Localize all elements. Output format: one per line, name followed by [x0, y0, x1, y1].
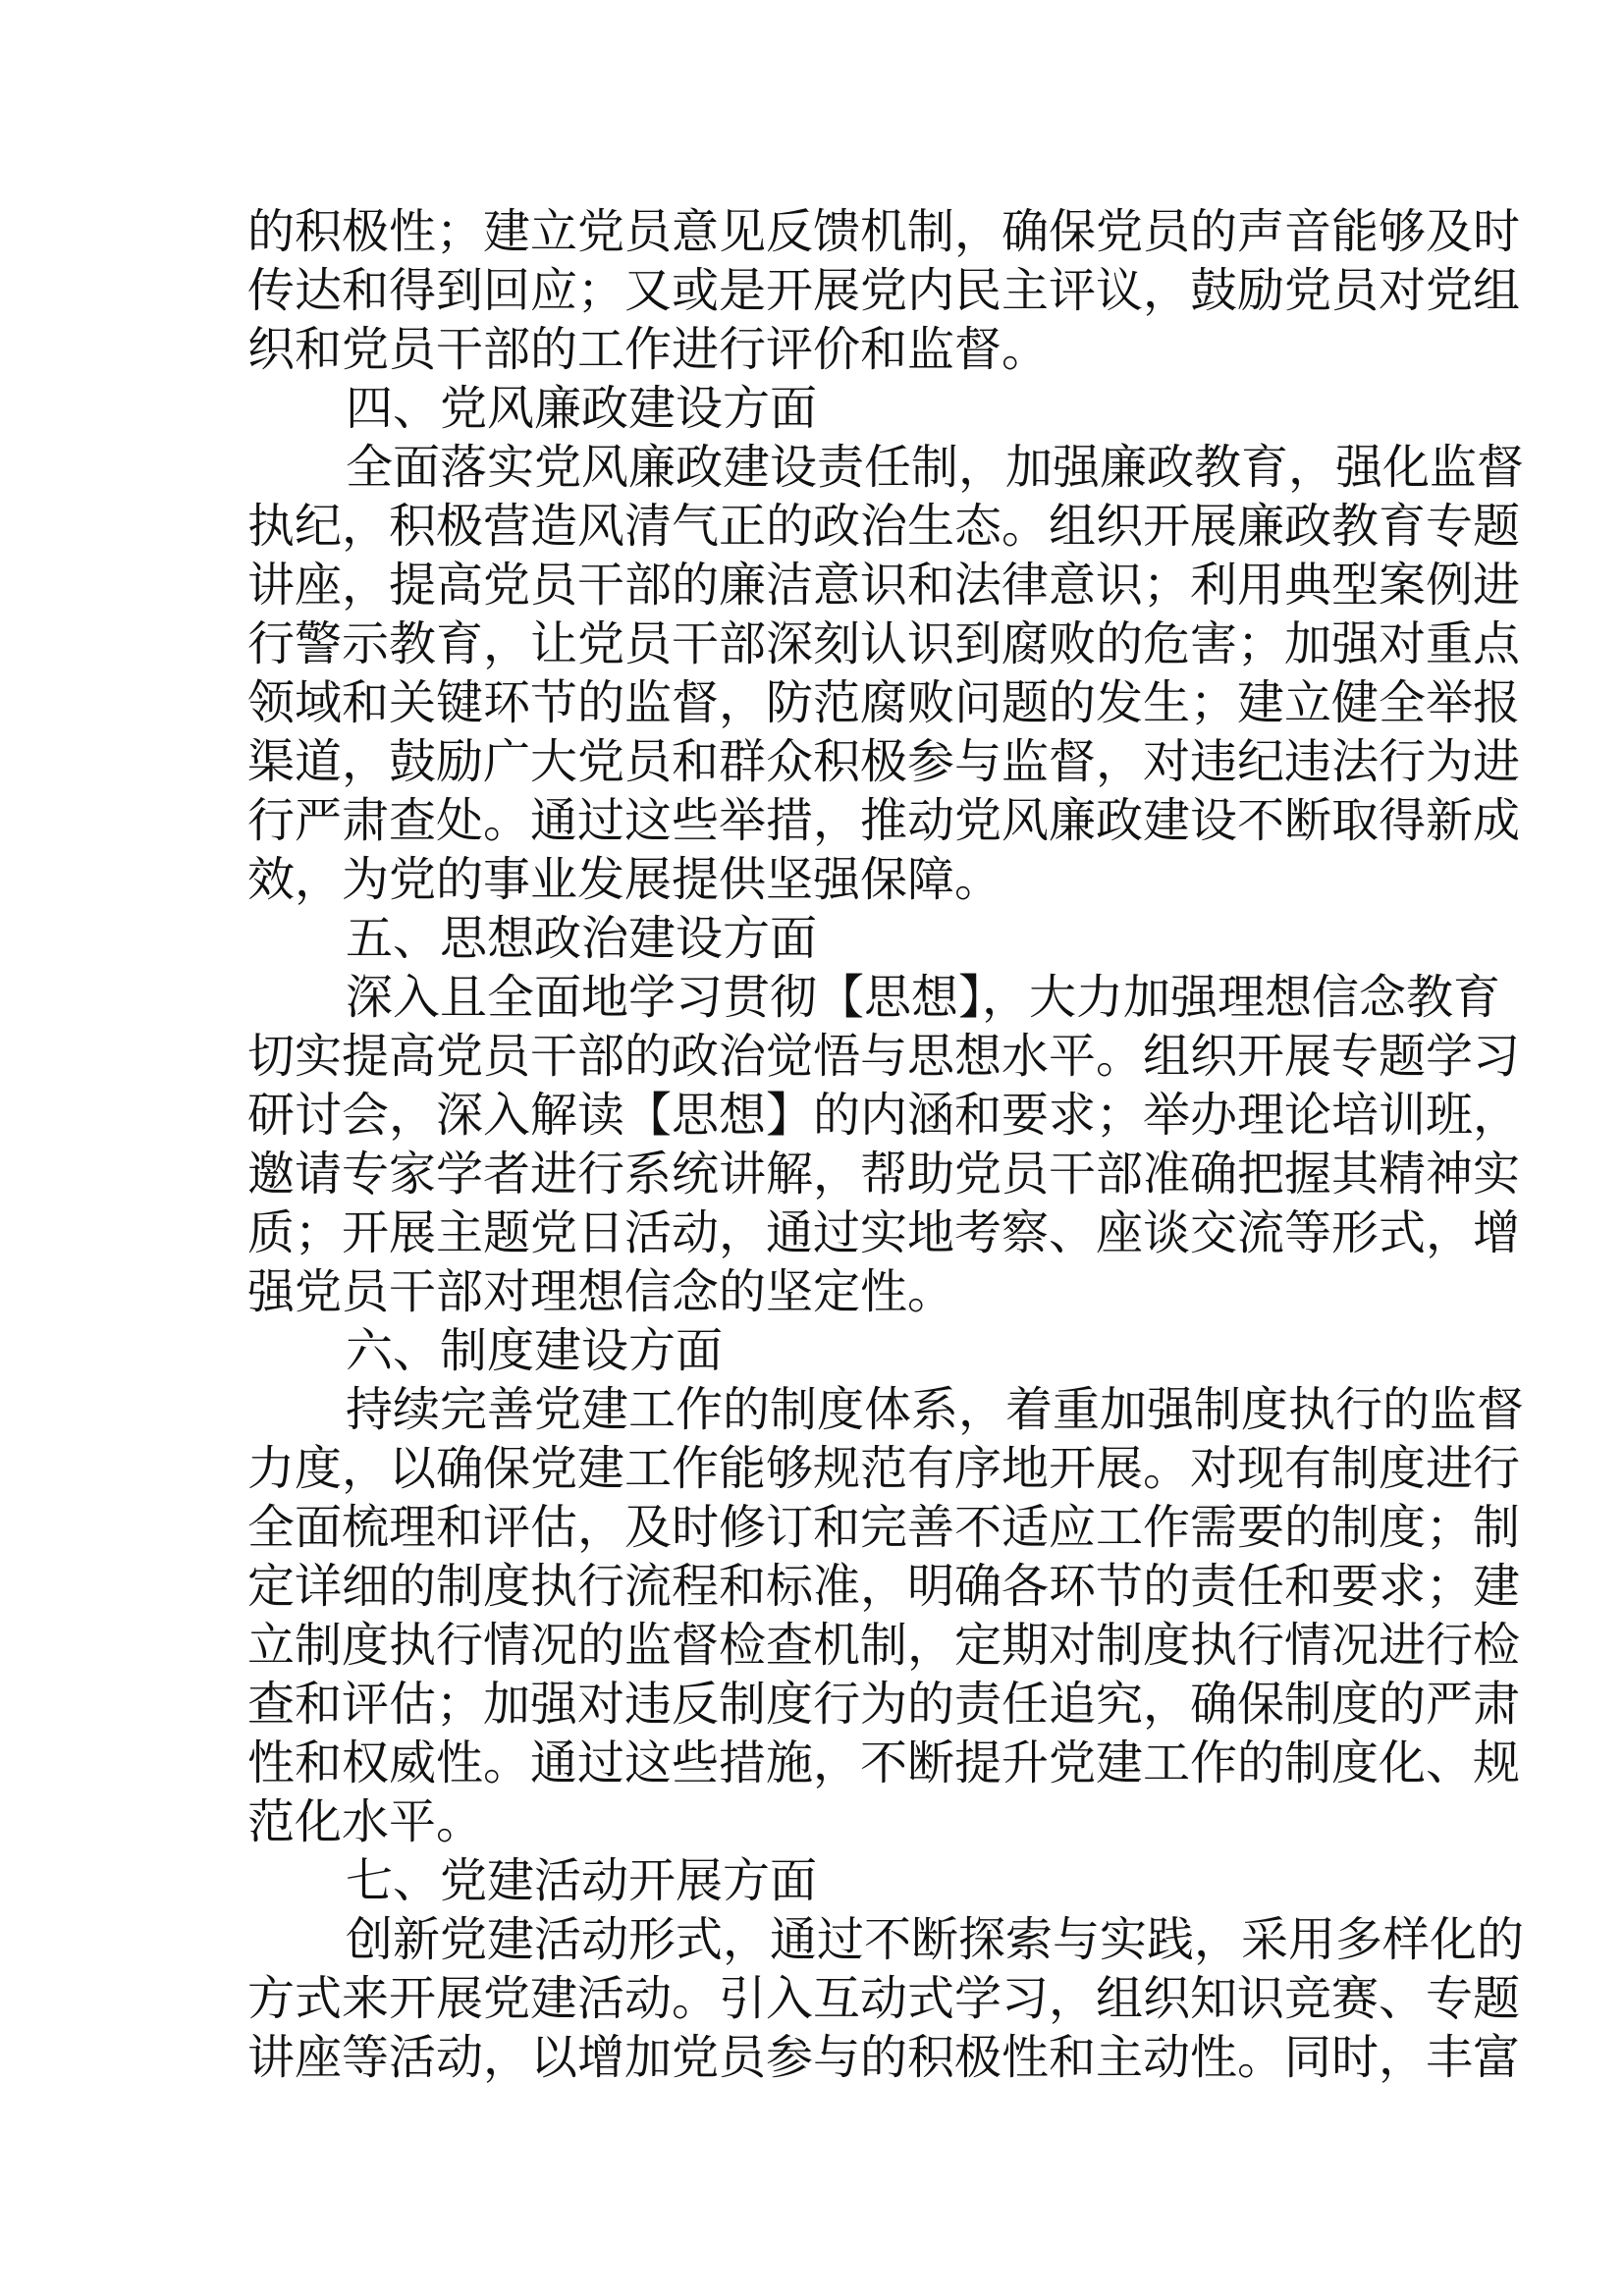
text-line: 执纪，积极营造风清气正的政治生态。组织开展廉政教育专题 — [247, 499, 1521, 554]
section-heading — [247, 379, 1386, 438]
paragraph — [247, 968, 1521, 1321]
text-line: 全面梳理和评估，及时修订和完善不适应工作需要的制度；制 — [247, 1500, 1521, 1555]
text-line: 六、制度建设方面 — [346, 1323, 724, 1378]
text-line: 查和评估；加强对违反制度行为的责任追究，确保制度的严肃 — [247, 1677, 1521, 1732]
paragraph — [247, 1380, 1525, 1851]
section-heading — [247, 909, 1386, 968]
section-heading — [247, 1321, 1386, 1380]
paragraph — [247, 438, 1525, 909]
text-line: 的积极性；建立党员意见反馈机制，确保党员的声音能够及时 — [247, 204, 1521, 259]
text-line: 织和党员干部的工作进行评价和监督。 — [247, 322, 1050, 377]
text-line: 全面落实党风廉政建设责任制，加强廉政教育，强化监督 — [346, 440, 1525, 495]
text-line: 立制度执行情况的监督检查机制，定期对制度执行情况进行检 — [247, 1618, 1521, 1673]
text-line: 定详细的制度执行流程和标准，明确各环节的责任和要求；建 — [247, 1559, 1521, 1614]
text-line: 领域和关键环节的监督，防范腐败问题的发生；建立健全举报 — [247, 675, 1521, 730]
text-line: 深入且全面地学习贯彻【思想】，大力加强理想信念教育 — [346, 970, 1501, 1025]
text-line: 五、思想政治建设方面 — [346, 911, 818, 966]
text-line: 切实提高党员干部的政治觉悟与思想水平。组织开展专题学习 — [247, 1029, 1521, 1084]
text-line: 力度，以确保党建工作能够规范有序地开展。对现有制度进行 — [247, 1441, 1521, 1496]
text-line: 性和权威性。通过这些措施，不断提升党建工作的制度化、规 — [247, 1735, 1521, 1790]
text-line: 传达和得到回应；又或是开展党内民主评议，鼓励党员对党组 — [247, 263, 1521, 318]
text-line: 质；开展主题党日活动，通过实地考察、座谈交流等形式，增 — [247, 1205, 1521, 1260]
text-line: 强党员干部对理想信念的坚定性。 — [247, 1264, 955, 1319]
text-line: 创新党建活动形式，通过不断探索与实践，采用多样化的 — [346, 1912, 1525, 1967]
text-line: 邀请专家学者进行系统讲解，帮助党员干部准确把握其精神实 — [247, 1147, 1521, 1201]
text-line: 行警示教育，让党员干部深刻认识到腐败的危害；加强对重点 — [247, 616, 1521, 671]
text-line: 方式来开展党建活动。引入互动式学习，组织知识竞赛、专题 — [247, 1971, 1521, 2026]
text-line: 讲座，提高党员干部的廉洁意识和法律意识；利用典型案例进 — [247, 558, 1521, 613]
text-line: 范化水平。 — [247, 1794, 484, 1849]
text-line: 讲座等活动，以增加党员参与的积极性和主动性。同时，丰富 — [247, 2030, 1521, 2085]
text-line: 研讨会，深入解读【思想】的内涵和要求；举办理论培训班， — [247, 1088, 1521, 1143]
section-heading — [247, 1851, 1386, 1910]
text-line: 效，为党的事业发展提供坚强保障。 — [247, 852, 1002, 907]
text-line: 行严肃查处。通过这些举措，推动党风廉政建设不断取得新成 — [247, 793, 1521, 848]
document-body — [247, 202, 1525, 2087]
text-line: 渠道，鼓励广大党员和群众积极参与监督，对违纪违法行为进 — [247, 734, 1521, 789]
text-line: 四、党风廉政建设方面 — [346, 381, 818, 436]
paragraph — [247, 1910, 1525, 2087]
paragraph — [247, 202, 1521, 379]
text-line: 七、党建活动开展方面 — [346, 1853, 818, 1908]
text-line: 持续完善党建工作的制度体系，着重加强制度执行的监督 — [346, 1382, 1525, 1437]
